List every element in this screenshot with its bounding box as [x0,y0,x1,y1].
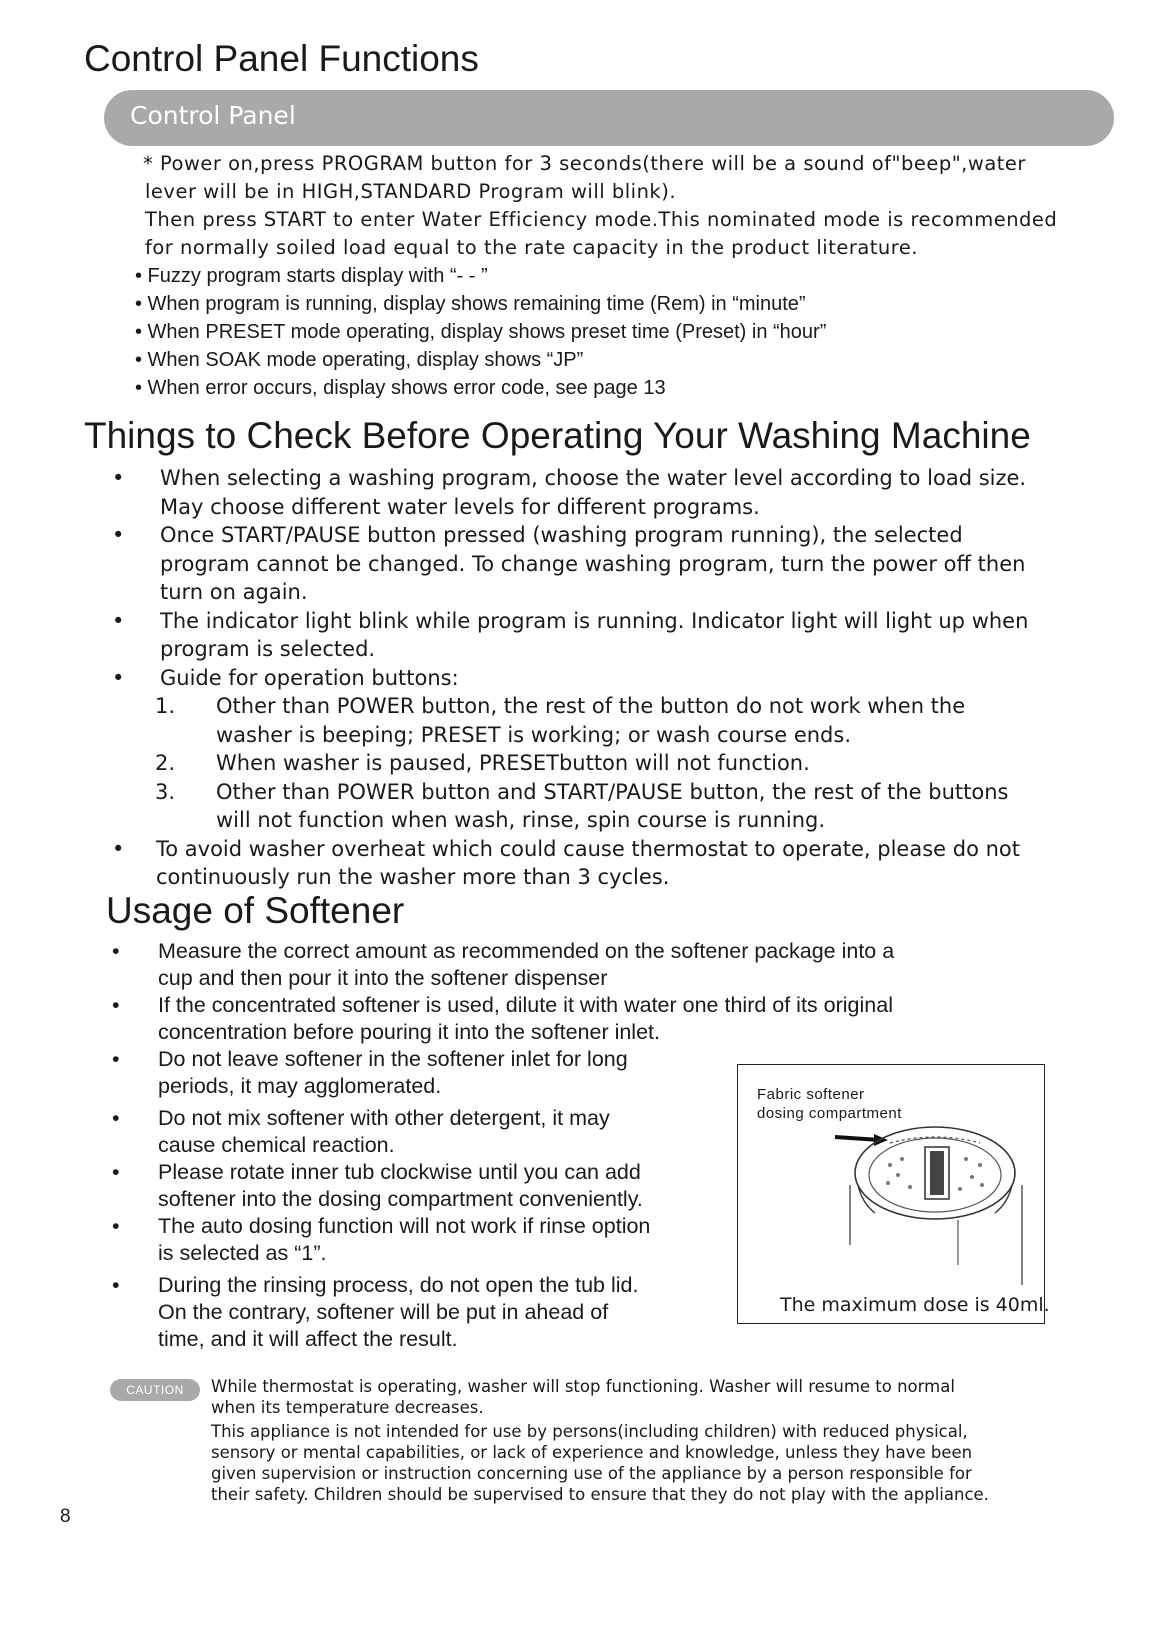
item-number: 3. [155,779,176,804]
list-item-line: program cannot be changed. To change washing program, turn the power off then [160,551,1026,576]
list-item-line: periods, it may agglomerated. [158,1074,442,1098]
section-heading-things-to-check: Things to Check Before Operating Your Washing Machine [84,415,1031,456]
list-item [106,835,1096,892]
list-item-line: The indicator light blink while program is running. Indicator light will light up when [160,608,1029,633]
bullet: • [112,466,125,490]
caution-line: While thermostat is operating, washer will stop functioning. Washer will resume to normal [211,1377,955,1396]
bullet: • [112,993,120,1017]
things-to-check-list [106,464,1096,892]
bullet: • [112,1047,120,1071]
list-item-line: continuously run the washer more than 3 cycles. [156,865,670,889]
list-item-line: softener into the dosing compartment conveniently. [158,1187,643,1211]
caution-text [211,1376,1091,1505]
control-panel-banner [104,90,1114,146]
numbered-item-line: Other than POWER button, the rest of the button do not work when the [216,694,966,718]
section-heading-softener: Usage of Softener [106,890,405,931]
list-item-line: is selected as “1”. [158,1241,327,1265]
display-bullet: • When error occurs, display shows error code, see page 13 [135,377,666,399]
bullet: • [112,1160,120,1184]
intro-line: * Power on,press PROGRAM button for 3 seconds(there will be a sound of"beep",water [143,152,1026,175]
list-item-line: cup and then pour it into the softener dispenser [158,966,608,990]
intro-line: Then press START to enter Water Efficiency mode.This nominated mode is recommended [145,208,1058,231]
numbered-item-line: washer is beeping; PRESET is working; or wash course ends. [216,722,851,747]
list-item-line: May choose different water levels for different programs. [160,494,760,519]
list-item-line: time, and it will affect the result. [158,1327,458,1351]
page-number: 8 [60,1506,71,1527]
list-item [106,664,1096,693]
list-item [106,938,894,992]
bullet: • [112,523,125,547]
list-item-line: program is selected. [160,637,376,661]
bullet: • [112,836,125,861]
list-item-line: turn on again. [160,580,308,604]
bullet: • [112,1273,120,1297]
item-number: 1. [155,694,176,718]
list-item-line: Guide for operation buttons: [160,665,459,690]
list-item-line: Please rotate inner tub clockwise until you can add [158,1160,641,1184]
figure-label-line: dosing compartment [757,1105,902,1122]
caution-line: their safety. Children should be supervised to ensure that they do not play with the appliance. [211,1485,989,1504]
list-item-line: Measure the correct amount as recommended on the softener package into a [158,939,895,963]
agitator-core [930,1151,944,1195]
caution-badge: CAUTION [110,1379,200,1401]
list-item-line: concentration before pouring it into the softener inlet. [158,1020,660,1044]
list-item [106,521,1096,607]
list-item [106,464,1096,521]
caution-line: when its temperature decreases. [211,1398,484,1417]
display-bullet: • Fuzzy program starts display with “- - ” [135,265,488,287]
numbered-item [106,692,1096,749]
caution-line: given supervision or instruction concerning use of the appliance by a person responsible for [211,1464,972,1483]
intro-line: lever will be in HIGH,STANDARD Program will blink). [145,180,677,203]
numbered-item [106,749,1096,778]
bullet: • [112,1214,120,1238]
figure-label-line: Fabric softener [757,1086,865,1103]
control-panel-text [135,150,1095,402]
list-item-line: Once START/PAUSE button pressed (washing program running), the selected [160,523,963,547]
bullet: • [112,665,125,690]
figure-callout-label [757,1085,902,1123]
item-number: 2. [155,751,176,775]
display-bullet: • When PRESET mode operating, display shows preset time (Preset) in “hour” [135,321,827,343]
list-item-line: During the rinsing process, do not open the tub lid. [158,1273,639,1297]
list-item [106,992,894,1046]
bullet: • [112,939,120,963]
bullet: • [112,608,125,633]
caution-line: sensory or mental capabilities, or lack of experience and knowledge, unless they have been [211,1443,973,1462]
list-item-line: To avoid washer overheat which could cause thermostat to operate, please do not [156,836,1020,861]
list-item-line: On the contrary, softener will be put in ahead of [158,1300,609,1324]
list-item-line: If the concentrated softener is used, dilute it with water one third of its original [158,993,893,1017]
display-bullet: • When SOAK mode operating, display shows “JP” [135,349,584,371]
list-item-line: Do not mix softener with other detergent, it may [158,1106,610,1130]
washer-tub-illustration [830,1125,1030,1300]
numbered-item [106,778,1096,835]
list-item-line: The auto dosing function will not work if rinse option [158,1214,651,1238]
max-dose-text: The maximum dose is 40ml. [780,1294,1050,1316]
caution-line: This appliance is not intended for use by persons(including children) with reduced physical, [211,1422,968,1441]
intro-line: for normally soiled load equal to the rate capacity in the product literature. [145,236,919,259]
list-item-line: cause chemical reaction. [158,1133,395,1157]
page-title: Control Panel Functions [84,38,479,79]
list-item-line: When selecting a washing program, choose the water level according to load size. [160,466,1027,490]
banner-label: Control Panel [130,101,296,130]
callout-arrow [835,1137,880,1140]
numbered-item-line: Other than POWER button and START/PAUSE button, the rest of the buttons [216,779,1009,804]
list-item [106,607,1096,664]
numbered-item-line: When washer is paused, PRESETbutton will not function. [216,751,810,775]
list-item-line: Do not leave softener in the softener inlet for long [158,1047,628,1071]
numbered-item-line: will not function when wash, rinse, spin course is running. [216,808,826,832]
bullet: • [112,1106,120,1130]
display-bullet: • When program is running, display shows remaining time (Rem) in “minute” [135,293,806,315]
